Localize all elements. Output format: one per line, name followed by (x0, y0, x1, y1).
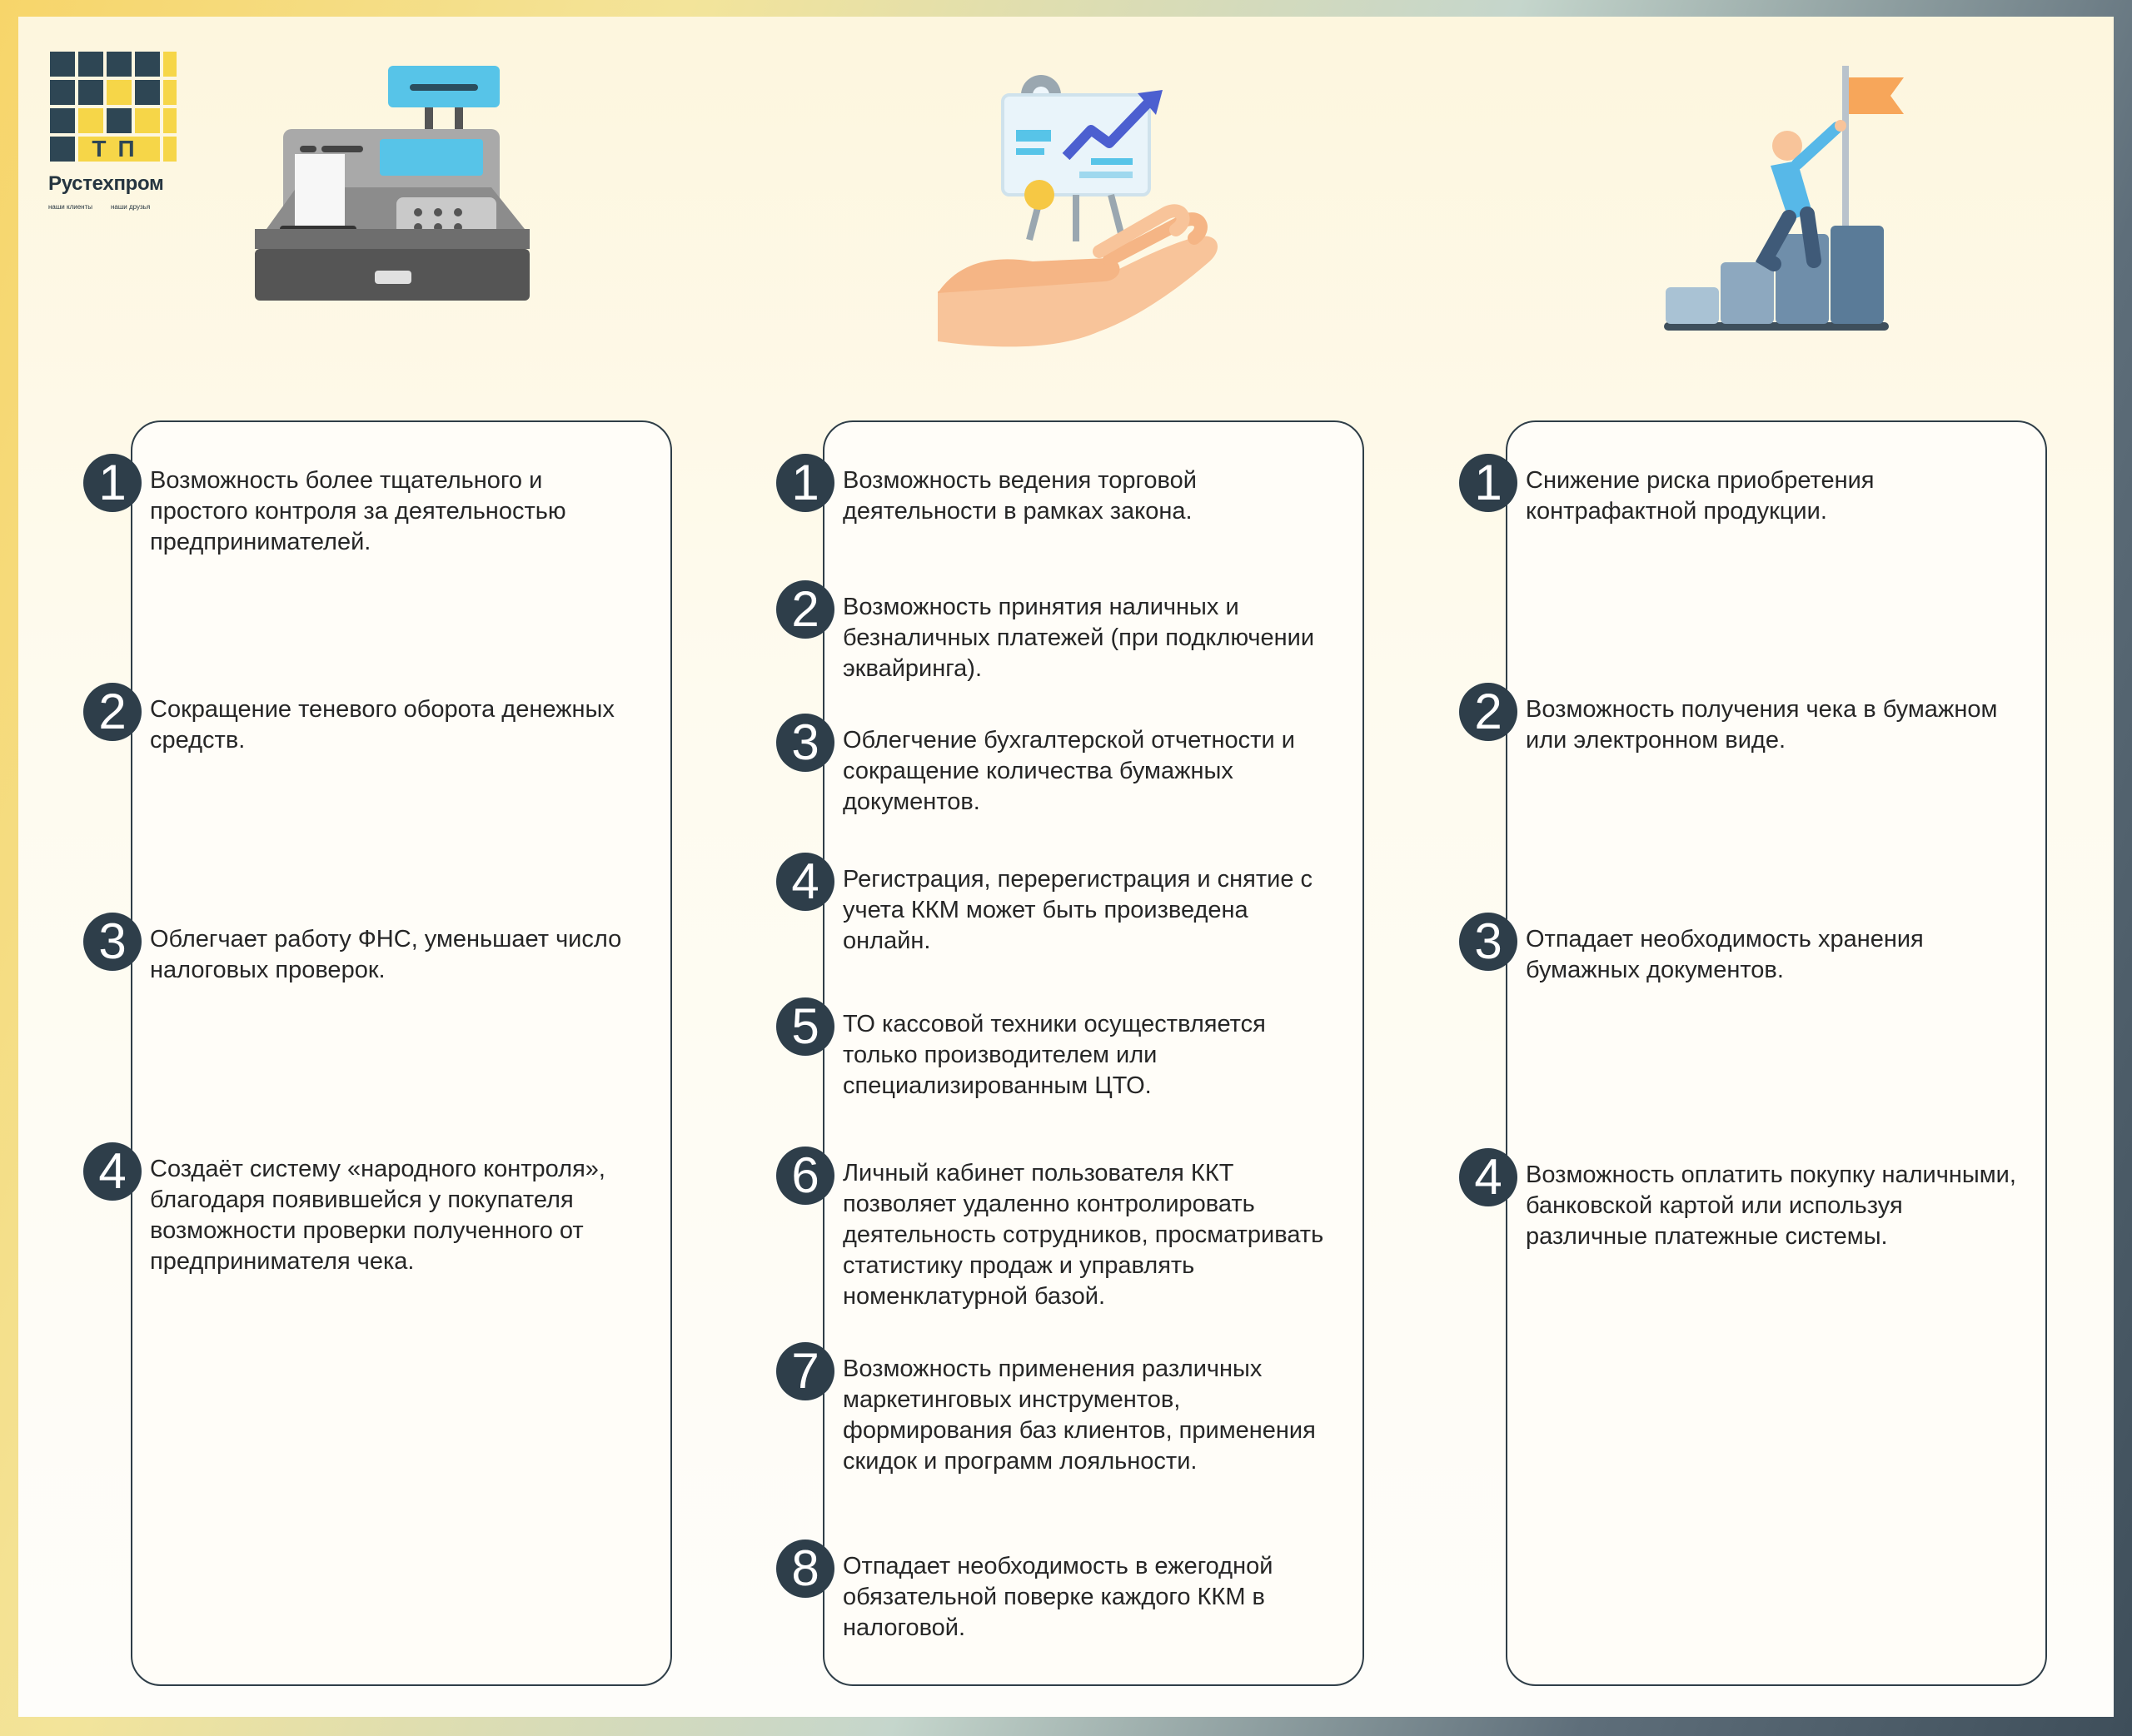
column-3 (1506, 420, 2047, 1686)
number-badge: 4 (83, 1142, 142, 1201)
number-badge: 7 (776, 1342, 834, 1400)
item-text: Возможность применения различных маркетинговых инструментов, формирования баз клиентов, применения скидок и программ лояльности. (843, 1355, 1316, 1475)
number-badge: 2 (1459, 683, 1517, 741)
item-text: Личный кабинет пользователя ККТ позволяет удаленно контролировать деятельность сотрудников, просматривать статистику продаж и управлять номенклатурной базой. (843, 1160, 1324, 1310)
item-text: Создаёт систему «народного контроля», благодаря появившейся у покупателя возможности проверки полученного от предпринимателя чека. (150, 1156, 605, 1275)
number-badge: 6 (776, 1147, 834, 1205)
item-text: Сокращение теневого оборота денежных средств. (150, 696, 615, 754)
item-text: Снижение риска приобретения контрафактной продукции. (1526, 467, 1875, 525)
item-text: Возможность получения чека в бумажном или электронном виде. (1526, 696, 1998, 754)
item-text: Регистрация, перерегистрация и снятие с учета ККМ может быть произведена онлайн. (843, 866, 1313, 954)
climbing-flag-icon (1641, 62, 1907, 362)
item-text: Отпадает необходимость в ежегодной обязательной поверке каждого ККМ в налоговой. (843, 1553, 1273, 1641)
number-badge: 4 (1459, 1148, 1517, 1206)
number-badge: 2 (83, 683, 142, 741)
number-badge: 5 (776, 997, 834, 1056)
number-badge: 2 (776, 580, 834, 639)
number-badge: 1 (776, 454, 834, 512)
number-badge: 1 (83, 454, 142, 512)
number-badge: 3 (776, 714, 834, 772)
item-text: Возможность более тщательного и простого контроля за деятельностью предпринимателей. (150, 467, 566, 555)
number-badge: 1 (1459, 454, 1517, 512)
logo-name: Рустехпром (48, 172, 164, 195)
hand-presentation-icon (933, 67, 1233, 366)
item-text: Возможность оплатить покупку наличными, банковской картой или используя различные платежные системы. (1526, 1161, 2016, 1250)
number-badge: 8 (776, 1540, 834, 1598)
logo-letters: ТП (92, 136, 147, 162)
item-text: Возможность принятия наличных и безналичных платежей (при подключении эквайринга). (843, 594, 1315, 682)
item-text: ТО кассовой техники осуществляется только производителем или специализированным ЦТО. (843, 1011, 1266, 1099)
item-text: Возможность ведения торговой деятельности в рамках закона. (843, 467, 1197, 525)
number-badge: 3 (1459, 913, 1517, 971)
number-badge: 4 (776, 853, 834, 911)
logo-tagline: наши клиенты наши друзья (48, 203, 151, 211)
rustehprom-logo (47, 47, 180, 172)
item-text: Облегчение бухгалтерской отчетности и сокращение количества бумажных документов. (843, 727, 1295, 815)
column-1 (131, 420, 672, 1686)
number-badge: 3 (83, 913, 142, 971)
item-text: Облегчает работу ФНС, уменьшает число налоговых проверок. (150, 926, 622, 983)
item-text: Отпадает необходимость хранения бумажных документов. (1526, 926, 1924, 983)
cash-register-icon (250, 62, 533, 362)
